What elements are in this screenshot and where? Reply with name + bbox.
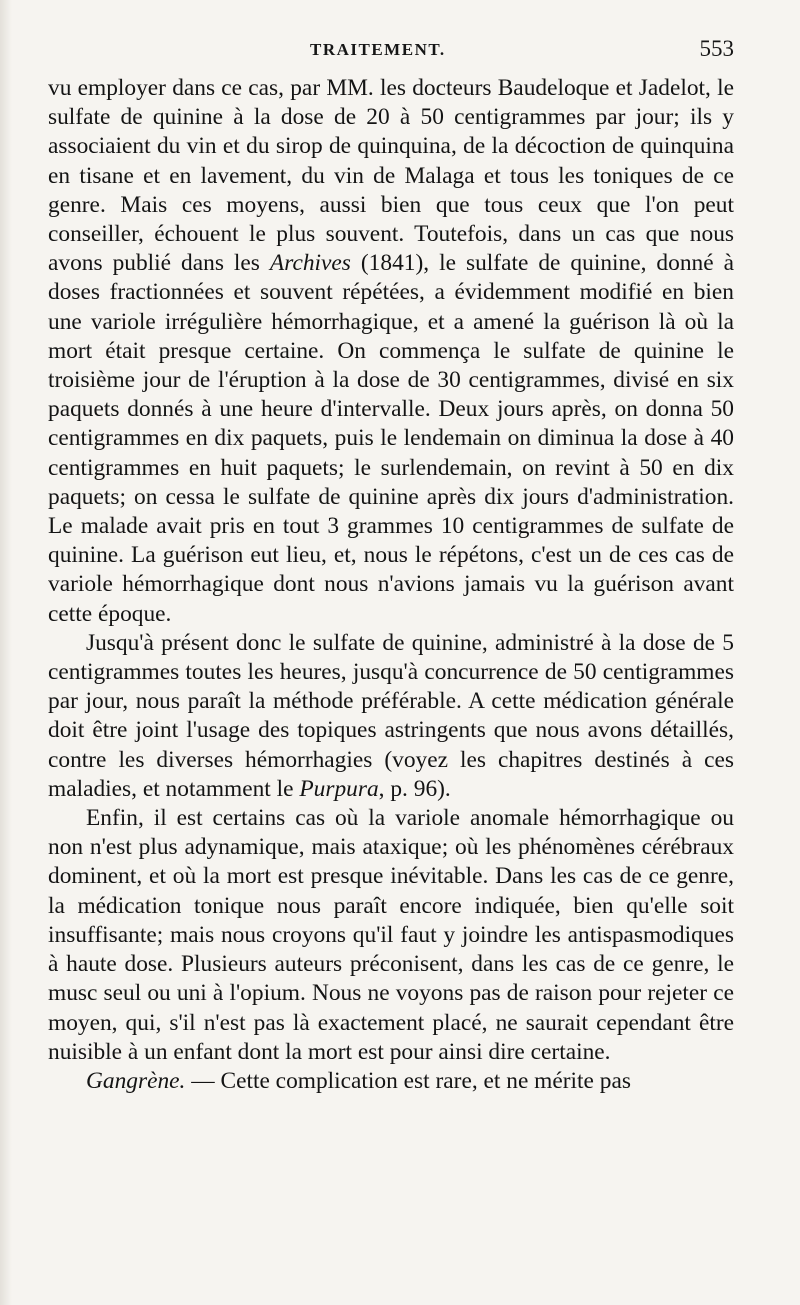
paragraph-text: (1841), le sulfate de quinine, donné à doses fractionnées et souvent répétées, a évidemment modifié en bien une variole irrégulière hémorrhagique, et a amené la guérison là où la mort était presque certaine. On commença le sulfate de quinine le troisième jour de l'éruption à la dose de 30 centigrammes, divisé en six paquets donnés à une heure d'intervalle. Deux jours après, on donna 50 centigrammes en dix paquets, puis le lendemain on diminua la dose à 40 centigrammes en huit paquets; le surlendemain, on revint à 50 en dix paquets; on cessa le sulfate de quinine après dix jours d'administration. Le malade avait pris en tout 3 grammes 10 centigrammes de sulfate de quinine. La guérison eut lieu, et, nous le répétons, c'est un de ces cas de variole hémorrhagique dont nous n'avions jamais vu la guérison avant cette époque. xyxy=(48,250,734,627)
running-title: TRAITEMENT. xyxy=(310,40,446,59)
paragraph-gangrene xyxy=(48,1067,734,1096)
reference-purpura: Purpura xyxy=(299,775,379,802)
section-heading-gangrene: Gangrène. xyxy=(86,1067,186,1094)
paragraph-ataxic-variola xyxy=(48,804,734,1067)
page-number: 553 xyxy=(699,36,734,61)
paragraph-text: Enfin, il est certains cas où la variole anomale hémorrhagique ou non n'est plus adynamique, mais ataxique; où les phénomènes cérébraux dominent, et où la mort est presque inévitable. Dans les cas de ce genre, la médication tonique nous paraît encore indiquée, bien qu'elle soit insuffisante; mais nous croyons qu'il faut y joindre les antispasmodiques à haute dose. Plusieurs auteurs préconisent, dans les cas de ce genre, le musc seul ou uni à l'opium. Nous ne voyons pas de raison pour rejeter ce moyen, qui, s'il n'est pas là exactement placé, ne saurait cependant être nuisible à un enfant dont la mort est pour ainsi dire certaine. xyxy=(48,805,734,1065)
journal-title-archives: Archives xyxy=(269,250,351,277)
paragraph-text: , p. 96). xyxy=(378,775,451,802)
paragraph-text: — Cette complication est rare, et ne mérite pas xyxy=(185,1067,631,1094)
paragraph-text: Jusqu'à présent donc le sulfate de quinine, administré à la dose de 5 centigrammes toutes les heures, jusqu'à concurrence de 50 centigrammes par jour, nous paraît la méthode préférable. A cette médication générale doit être joint l'usage des topiques astringents que nous avons détaillés, contre les diverses hémorrhagies (voyez les chapitres destinés à ces maladies, et notamment le xyxy=(48,629,734,802)
page-edge-shadow xyxy=(0,0,12,1305)
running-header xyxy=(48,36,734,66)
paragraph-text: vu employer dans ce cas, par MM. les docteurs Baudeloque et Jadelot, le sulfate de quinine à la dose de 20 à 50 centigrammes par jour; ils y associaient du vin et du sirop de quinquina, de la décoction de quinquina en tisane et en lavement, du vin de Malaga et tous les toniques de ce genre. Mais ces moyens, aussi bien que tous ceux que l'on peut conseiller, échouent le plus souvent. Toutefois, dans un cas que nous avons publié dans les xyxy=(48,75,734,277)
paragraph-continuation xyxy=(48,74,734,629)
paragraph-quinine-method xyxy=(48,629,734,804)
body-text xyxy=(48,74,734,1096)
